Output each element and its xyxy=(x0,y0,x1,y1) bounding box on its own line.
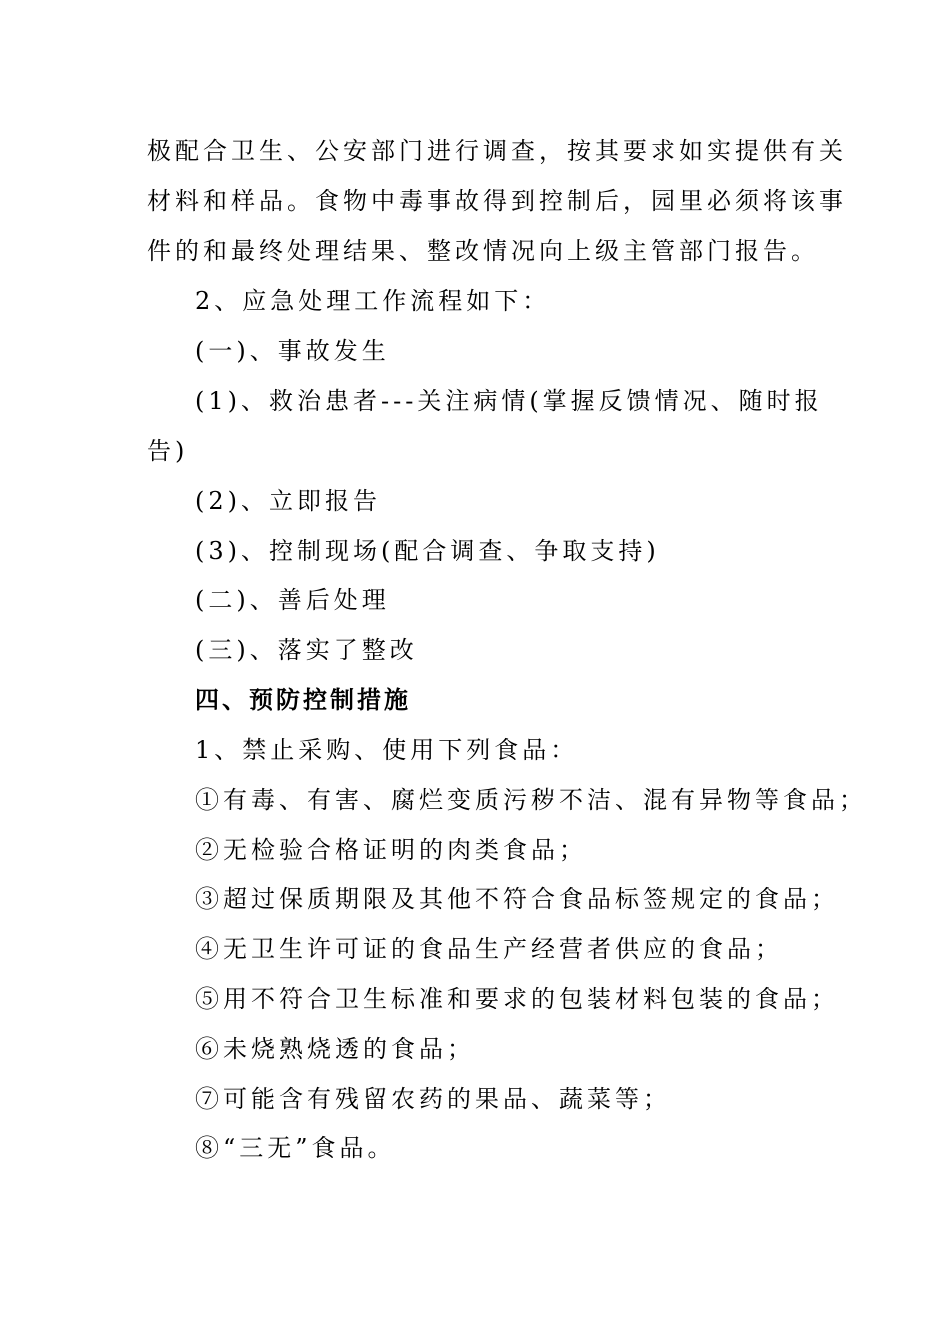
flow-sub-item: (3)、控制现场(配合调查、争取支持) xyxy=(195,537,660,565)
flow-sub-item-continuation: 告) xyxy=(147,437,189,465)
ban-list-item: ②无检验合格证明的肉类食品； xyxy=(195,836,587,864)
ban-heading: 1、禁止采购、使用下列食品： xyxy=(195,736,579,764)
ban-list-item: ③超过保质期限及其他不符合食品标签规定的食品； xyxy=(195,885,839,913)
ban-list-item: ⑦可能含有残留农药的果品、蔬菜等； xyxy=(195,1085,671,1113)
flow-sub-item: (2)、立即报告 xyxy=(195,487,381,515)
ban-list-item: ①有毒、有害、腐烂变质污秽不洁、混有异物等食品； xyxy=(195,786,867,814)
ban-list-item: ⑤用不符合卫生标准和要求的包装材料包装的食品； xyxy=(195,985,839,1013)
paragraph-line: 极配合卫生、公安部门进行调查，按其要求如实提供有关 xyxy=(147,137,847,165)
ban-list-item: ⑥未烧熟烧透的食品； xyxy=(195,1035,475,1063)
flow-item: (一)、事故发生 xyxy=(195,337,390,365)
ban-list-item: ④无卫生许可证的食品生产经营者供应的食品； xyxy=(195,935,783,963)
section-heading: 四、预防控制措施 xyxy=(195,686,411,714)
paragraph-line: 件的和最终处理结果、整改情况向上级主管部门报告。 xyxy=(147,237,819,265)
flow-item: (二)、善后处理 xyxy=(195,586,390,614)
flow-sub-item: (1)、救治患者---关注病情(掌握反馈情况、随时报 xyxy=(195,387,823,415)
ban-list-item: ⑧“三无”食品。 xyxy=(195,1134,396,1162)
paragraph-line: 材料和样品。食物中毒事故得到控制后，园里必须将该事 xyxy=(147,187,847,215)
flow-item: (三)、落实了整改 xyxy=(195,636,418,664)
flow-heading: 2、应急处理工作流程如下： xyxy=(195,287,551,315)
